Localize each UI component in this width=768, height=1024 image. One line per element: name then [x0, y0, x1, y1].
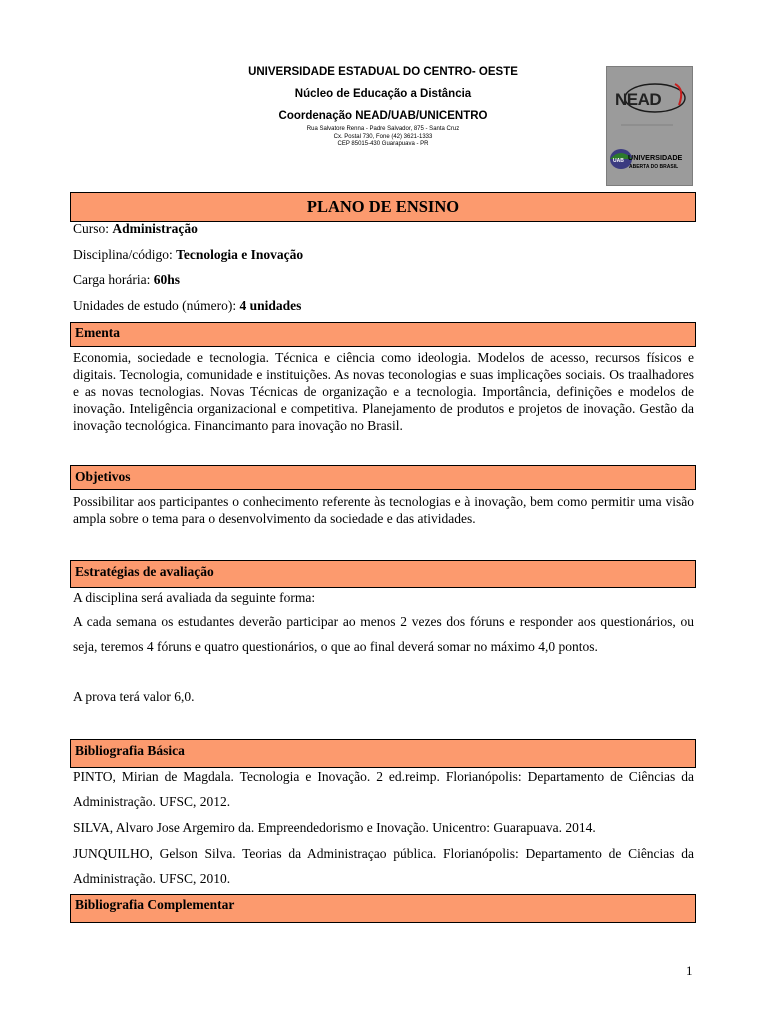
objetivos-heading: Objetivos — [70, 465, 696, 490]
curso-value: Administração — [112, 221, 198, 236]
address-line: CEP 85015-430 Guarapuava - PR — [337, 141, 429, 147]
bibliografia-ref: PINTO, Mirian de Magdala. Tecnologia e Inovação. 2 ed.reimp. Florianópolis: Departamento de Ciências da Administração. UFSC, 2012. — [73, 769, 694, 809]
avaliacao-prova: A prova terá valor 6,0. — [73, 689, 195, 704]
address-line: Rua Salvatore Renna - Padre Salvador, 875 - Santa Cruz — [306, 126, 460, 132]
bibliografia-complementar-heading: Bibliografia Complementar — [70, 894, 696, 923]
nucleo-name: Núcleo de Educação a Distância — [294, 88, 472, 100]
ementa-text: Economia, sociedade e tecnologia. Técnica e ciência como ideologia. Modelos de acesso, recursos físicos e digitais. Tecnologia, comunidade e instituições. As novas teconologias e suas implicações sociais. Os traalhadores e as novas tecnologias. Novas Técnicas de organização e a tecnologia. Importância, definições e modelos de inovação. Inteligência organizacional e competitiva. Planejamento de produtos e projetos de inovação. Gestão da inovação tecnológica. Financimanto para inovação no Brasil. — [73, 350, 694, 433]
bibliografia-basica-heading: Bibliografia Básica — [70, 739, 696, 768]
disciplina-value: Tecnologia e Inovação — [176, 247, 304, 262]
address-block — [200, 126, 566, 149]
unidades-value: 4 unidades — [239, 298, 302, 313]
avaliacao-heading: Estratégias de avaliação — [70, 560, 696, 588]
carga-label: Carga horária: — [73, 272, 154, 287]
carga-value: 60hs — [153, 272, 180, 287]
bibliografia-ref: JUNQUILHO, Gelson Silva. Teorias da Administraçao pública. Florianópolis: Departamento de Ciências da Administração. UFSC, 2010. — [73, 846, 694, 886]
svg-text:UAB: UAB — [613, 158, 624, 164]
ementa-heading: Ementa — [70, 322, 696, 347]
curso-label: Curso: — [73, 221, 113, 236]
coordenacao-name: Coordenação NEAD/UAB/UNICENTRO — [278, 110, 488, 122]
document-header — [200, 66, 566, 149]
disciplina-label: Disciplina/código: — [73, 247, 177, 262]
nead-uab-logo — [606, 66, 693, 186]
unidades-line — [73, 298, 301, 314]
address-line: Cx. Postal 730, Fone (42) 3621-1333 — [333, 133, 433, 140]
page-number: 1 — [686, 963, 693, 978]
unidades-label: Unidades de estudo (número): — [73, 298, 240, 313]
svg-text:NEAD: NEAD — [615, 90, 662, 109]
objetivos-text: Possibilitar aos participantes o conhecimento referente às tecnologias e à inovação, bem como permitir uma visão ampla sobre o tema para o desenvolvimento da sociedade e das atividades. — [73, 494, 694, 526]
curso-line — [73, 221, 198, 237]
carga-line — [73, 272, 180, 288]
avaliacao-text: A cada semana os estudantes deverão participar ao menos 2 vezes dos fóruns e responder aos questionários, ou seja, teremos 4 fóruns e quatro questionários, o que ao final deverá somar no máximo 4,0 pontos. — [73, 614, 694, 654]
avaliacao-intro: A disciplina será avaliada da seguinte forma: — [73, 590, 316, 605]
svg-text:ABERTA DO BRASIL: ABERTA DO BRASIL — [629, 164, 679, 170]
nead-logo-icon — [607, 67, 692, 185]
bibliografia-ref: SILVA, Alvaro Jose Argemiro da. Empreendedorismo e Inovação. Unicentro: Guarapuava. 2014. — [73, 820, 596, 835]
university-name: UNIVERSIDADE ESTADUAL DO CENTRO- OESTE — [248, 66, 518, 78]
page-title: PLANO DE ENSINO — [70, 192, 696, 222]
svg-text:UNIVERSIDADE: UNIVERSIDADE — [628, 153, 683, 162]
disciplina-line — [73, 247, 303, 263]
